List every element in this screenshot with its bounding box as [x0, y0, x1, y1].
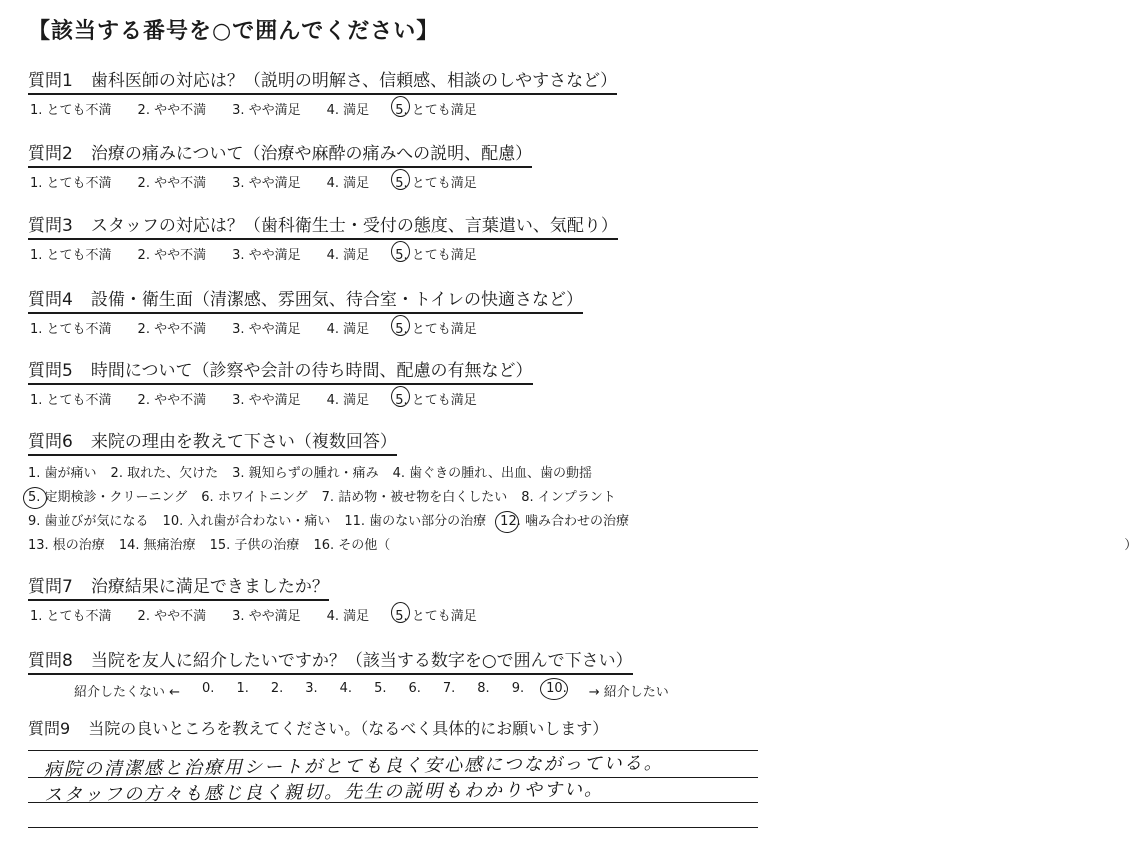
question-title [28, 572, 329, 601]
reason-option-selected[interactable]: 12. 噛み合わせの治療 [500, 510, 629, 534]
reason-option[interactable]: 8. インプラント [521, 490, 616, 505]
option-2[interactable]: 2. やや不満 [137, 103, 207, 118]
question-number: 質問8 [28, 651, 73, 671]
reason-row [28, 534, 1137, 558]
scale-option[interactable]: 0. [202, 681, 215, 696]
reason-option[interactable]: 11. 歯のない部分の治療 [344, 514, 487, 529]
scale-left-label: 紹介したくない ← [74, 685, 181, 700]
option-2[interactable]: 2. やや不満 [137, 322, 207, 337]
option-1[interactable]: 1. とても不満 [30, 248, 112, 263]
question-title [28, 139, 532, 168]
question-number: 質問7 [28, 577, 73, 597]
reason-row [28, 510, 788, 534]
answer-options [30, 244, 788, 263]
reason-option[interactable]: 7. 詰め物・被せ物を白くしたい [321, 490, 508, 505]
question-text: 歯科医師の対応は？（説明の明解さ、信頼感、相談のしやすさなど） [90, 71, 618, 91]
scale-option[interactable]: 9. [511, 681, 525, 696]
question-title [28, 285, 583, 314]
option-5-selected[interactable]: 5. とても満足 [395, 172, 477, 191]
option-1[interactable]: 1. とても不満 [30, 176, 112, 191]
option-3[interactable]: 3. やや満足 [232, 393, 301, 408]
question-number: 質問5 [28, 361, 73, 381]
option-5-selected[interactable]: 5. とても満足 [395, 389, 477, 408]
answer-options [30, 605, 788, 624]
option-3[interactable]: 3. やや満足 [232, 609, 301, 624]
option-4[interactable]: 4. 満足 [326, 248, 370, 263]
answer-options [30, 99, 788, 118]
option-3[interactable]: 3. やや満足 [232, 176, 301, 191]
question-text: 当院の良いところを教えてください。（なるべく具体的にお願いします） [88, 719, 609, 738]
question-text: 当院を友人に紹介したいですか？（該当する数字を○で囲んで下さい） [90, 651, 633, 671]
scale-option[interactable]: 2. [270, 681, 284, 696]
question-number: 質問9 [28, 719, 71, 738]
option-4[interactable]: 4. 満足 [326, 322, 370, 337]
scale-right-label: → 紹介したい [588, 685, 669, 700]
option-3[interactable]: 3. やや満足 [232, 248, 301, 263]
option-4[interactable]: 4. 満足 [326, 103, 370, 118]
question-5 [28, 356, 788, 408]
question-title [28, 716, 788, 739]
question-7 [28, 572, 788, 624]
reason-option[interactable]: 9. 歯並びが気になる [28, 514, 149, 529]
question-6 [28, 427, 1137, 558]
recommend-scale [74, 681, 788, 700]
scale-option[interactable]: 5. [374, 681, 387, 696]
reason-row [28, 486, 788, 510]
reason-option[interactable]: 1. 歯が痛い [28, 466, 97, 481]
reason-option[interactable]: 3. 親知らずの腫れ・痛み [232, 466, 379, 481]
answer-options [30, 318, 788, 337]
option-3[interactable]: 3. やや満足 [232, 322, 301, 337]
option-4[interactable]: 4. 満足 [326, 393, 370, 408]
question-1 [28, 66, 788, 118]
option-5-selected[interactable]: 5. とても満足 [395, 318, 477, 337]
question-number: 質問1 [28, 71, 73, 91]
answer-options [30, 389, 788, 408]
question-title [28, 211, 618, 240]
question-text: 来院の理由を教えて下さい（複数回答） [90, 432, 397, 452]
scale-option[interactable]: 6. [408, 681, 421, 696]
question-text: 時間について（診察や会計の待ち時間、配慮の有無など） [90, 361, 533, 381]
option-4[interactable]: 4. 満足 [326, 609, 370, 624]
option-2[interactable]: 2. やや不満 [137, 609, 207, 624]
question-title [28, 646, 633, 675]
option-1[interactable]: 1. とても不満 [30, 322, 112, 337]
reason-row [28, 462, 788, 486]
reason-option-selected[interactable]: 5. 定期検診・クリーニング [28, 486, 187, 510]
reason-option[interactable]: 14. 無痛治療 [118, 538, 196, 553]
reason-option[interactable]: 6. ホワイトニング [201, 490, 308, 505]
option-2[interactable]: 2. やや不満 [137, 248, 207, 263]
question-9 [28, 716, 788, 739]
scale-option-selected[interactable]: 10. [546, 681, 567, 700]
reason-option[interactable]: 2. 取れた、欠けた [110, 466, 219, 481]
scale-option[interactable]: 3. [305, 681, 318, 696]
reason-option-other[interactable]: 16. その他（ [313, 538, 391, 553]
option-1[interactable]: 1. とても不満 [30, 393, 112, 408]
question-text: 治療結果に満足できましたか？ [90, 577, 329, 597]
scale-option[interactable]: 8. [477, 681, 490, 696]
question-4 [28, 285, 788, 337]
question-text: 設備・衛生面（清潔感、雰囲気、待合室・トイレの快適さなど） [90, 290, 583, 310]
reason-option[interactable]: 13. 根の治療 [28, 538, 105, 553]
option-2[interactable]: 2. やや不満 [137, 176, 207, 191]
question-text: スタッフの対応は？（歯科衛生士・受付の態度、言葉遣い、気配り） [90, 216, 618, 236]
option-2[interactable]: 2. やや不満 [137, 393, 207, 408]
reason-option[interactable]: 10. 入れ歯が合わない・痛い [162, 514, 331, 529]
reason-option[interactable]: 15. 子供の治療 [209, 538, 300, 553]
answer-options [30, 172, 788, 191]
form-title: 【該当する番号を○で囲んでください】 [28, 19, 440, 44]
question-number: 質問4 [28, 290, 73, 310]
question-title [28, 427, 397, 456]
question-number: 質問3 [28, 216, 73, 236]
question-2 [28, 139, 788, 191]
question-8 [28, 646, 788, 700]
handwritten-answer-line-1[interactable]: 病院の清潔感と治療用シートがとても良く安心感につながっている。 [43, 752, 664, 781]
option-5-selected[interactable]: 5. とても満足 [395, 244, 477, 263]
writing-line [28, 827, 758, 828]
option-3[interactable]: 3. やや満足 [232, 103, 301, 118]
option-1[interactable]: 1. とても不満 [30, 609, 112, 624]
option-5-selected[interactable]: 5. とても満足 [395, 99, 477, 118]
question-title [28, 66, 617, 95]
question-title [28, 356, 533, 385]
option-4[interactable]: 4. 満足 [326, 176, 370, 191]
option-5-selected[interactable]: 5. とても満足 [395, 605, 477, 624]
question-number: 質問2 [28, 144, 73, 164]
reason-option[interactable]: 4. 歯ぐきの腫れ、出血、歯の動揺 [392, 466, 592, 481]
question-number: 質問6 [28, 432, 73, 452]
question-text: 治療の痛みについて（治療や麻酔の痛みへの説明、配慮） [90, 144, 533, 164]
handwritten-answer-line-2[interactable]: スタッフの方々も感じ良く親切。先生の説明もわかりやすい。 [43, 779, 605, 806]
option-1[interactable]: 1. とても不満 [30, 103, 112, 118]
scale-option[interactable]: 4. [339, 681, 353, 696]
question-3 [28, 211, 788, 263]
reason-options [28, 462, 1137, 558]
scale-option[interactable]: 7. [442, 681, 456, 696]
scale-option[interactable]: 1. [236, 681, 249, 696]
other-close-paren: ） [1124, 538, 1137, 553]
